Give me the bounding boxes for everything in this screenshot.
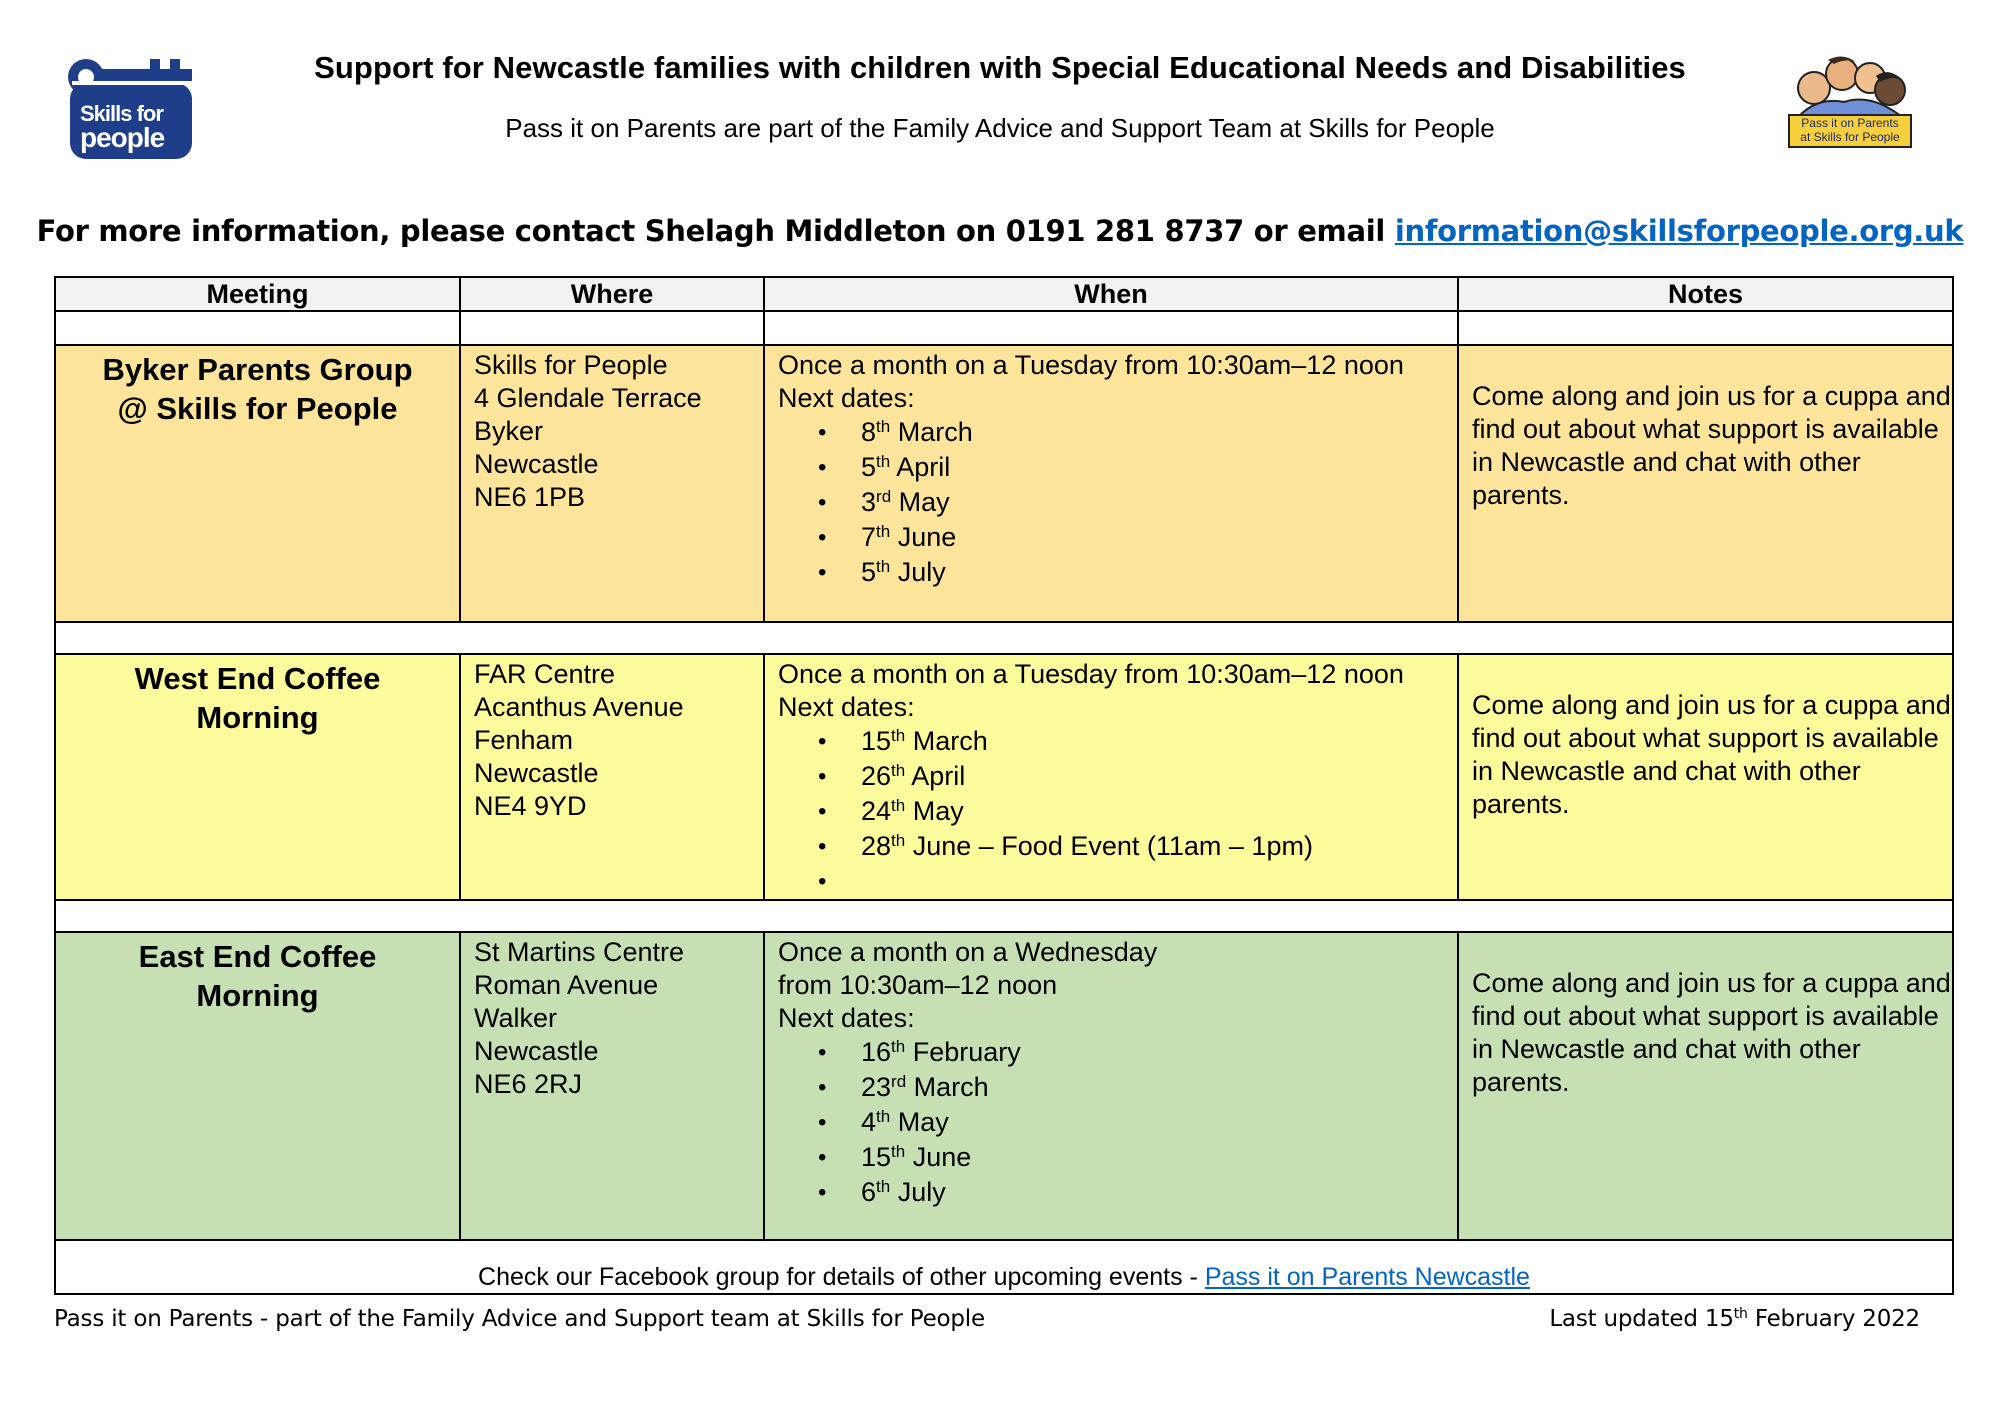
where-cell	[460, 654, 764, 900]
date-item: • 4th May	[778, 1105, 1457, 1140]
address-line: NE4 9YD	[474, 791, 587, 821]
address-line: FAR Centre	[474, 659, 616, 689]
pass-it-on-parents-logo	[1784, 52, 1918, 158]
address-line: Fenham	[474, 725, 574, 755]
where-cell	[460, 932, 764, 1240]
notes-cell	[1458, 654, 1953, 900]
address-line: 4 Glendale Terrace	[474, 383, 702, 413]
address-line: Skills for People	[474, 350, 668, 380]
date-item: • 28th June – Food Event (11am – 1pm)	[778, 829, 1457, 864]
page-title: Support for Newcastle families with children with Special Educational Needs and Disabilities	[314, 50, 1686, 85]
date-item: • 15th March	[778, 724, 1457, 759]
facebook-group-link[interactable]: Pass it on Parents Newcastle	[1204, 1263, 1530, 1291]
logo-left-line1: Skills for	[80, 101, 163, 126]
when-cell	[764, 345, 1458, 622]
meeting-name-line: Byker Parents Group	[102, 352, 413, 387]
when-cell	[764, 654, 1458, 900]
logo-right-line1: Pass it on Parents	[1801, 116, 1899, 130]
date-item: • 3rd May	[778, 485, 1457, 520]
facebook-cell	[55, 1240, 1953, 1294]
where-cell	[460, 345, 764, 622]
schedule-text: Once a month on a Tuesday from 10:30am–12 noon	[778, 659, 1404, 689]
address-line: St Martins Centre	[474, 937, 685, 967]
schedule-text: Once a month on a Wednesday	[778, 937, 1158, 967]
facebook-row	[55, 1240, 1953, 1294]
header-notes: Notes	[1458, 277, 1953, 311]
header-where: Where	[460, 277, 764, 311]
address-line: Acanthus Avenue	[474, 692, 684, 722]
meeting-cell	[55, 654, 460, 900]
logo-right-badge	[1788, 114, 1912, 148]
footer-left-text: Pass it on Parents - part of the Family Advice and Support team at Skills for People	[54, 1306, 985, 1332]
spacer-row	[55, 900, 1953, 932]
dates-list	[778, 1035, 1457, 1210]
parents-faces-icon	[1784, 52, 1918, 122]
date-item: • 24th May	[778, 794, 1457, 829]
meeting-name-line: Morning	[196, 700, 319, 735]
next-dates-label: Next dates:	[778, 692, 915, 722]
meeting-name-line: @ Skills for People	[117, 391, 398, 426]
meeting-name-line: Morning	[196, 978, 319, 1013]
dates-list	[778, 415, 1457, 590]
skills-for-people-logo	[66, 57, 196, 161]
notes-text: Come along and join us for a cuppa and find out about what support is available in Newcastle and chat with other parents.	[1472, 690, 1951, 819]
notes-cell	[1458, 932, 1953, 1240]
page-subtitle: Pass it on Parents are part of the Family Advice and Support Team at Skills for People	[505, 113, 1495, 143]
contact-line	[0, 214, 2000, 248]
table-row-west-end	[55, 654, 1953, 900]
facebook-text: Check our Facebook group for details of other upcoming events -	[478, 1263, 1205, 1291]
header-when: When	[764, 277, 1458, 311]
meeting-cell	[55, 345, 460, 622]
footer-last-updated: Last updated 15th February 2022	[1549, 1306, 1920, 1332]
blank-row	[55, 311, 1953, 345]
when-cell	[764, 932, 1458, 1240]
table-row-byker	[55, 345, 1953, 622]
next-dates-label: Next dates:	[778, 383, 915, 413]
address-line: NE6 2RJ	[474, 1069, 583, 1099]
schedule-text: Once a month on a Tuesday from 10:30am–12 noon	[778, 350, 1404, 380]
meeting-name-line: East End Coffee	[138, 939, 377, 974]
date-item: • 26th April	[778, 759, 1457, 794]
address-line: Newcastle	[474, 758, 599, 788]
date-item: • 5th April	[778, 450, 1457, 485]
date-item: • 5th July	[778, 555, 1457, 590]
date-item: • 7th June	[778, 520, 1457, 555]
address-line: Byker	[474, 416, 544, 446]
key-logo-icon	[66, 57, 196, 161]
meeting-cell	[55, 932, 460, 1240]
schedule-text: from 10:30am–12 noon	[778, 970, 1058, 1000]
table-header-row	[55, 277, 1953, 311]
notes-cell	[1458, 345, 1953, 622]
logo-right-line2: at Skills for People	[1800, 130, 1900, 144]
address-line: Roman Avenue	[474, 970, 659, 1000]
meetings-table	[54, 276, 1954, 1295]
address-line: Newcastle	[474, 449, 599, 479]
meeting-name-line: West End Coffee	[134, 661, 381, 696]
date-item-empty	[778, 864, 1457, 899]
spacer-row	[55, 622, 1953, 654]
notes-text: Come along and join us for a cuppa and find out about what support is available in Newcastle and chat with other parents.	[1472, 381, 1951, 510]
header-meeting: Meeting	[55, 277, 460, 311]
address-line: Walker	[474, 1003, 558, 1033]
logo-left-line2: people	[80, 122, 165, 153]
next-dates-label: Next dates:	[778, 1003, 915, 1033]
date-item: • 16th February	[778, 1035, 1457, 1070]
notes-text: Come along and join us for a cuppa and find out about what support is available in Newcastle and chat with other parents.	[1472, 968, 1951, 1097]
dates-list	[778, 724, 1457, 899]
date-item: • 6th July	[778, 1175, 1457, 1210]
contact-text: For more information, please contact Shelagh Middleton on 0191 281 8737 or email	[36, 214, 1395, 248]
address-line: NE6 1PB	[474, 482, 586, 512]
contact-email-link[interactable]: information@skillsforpeople.org.uk	[1394, 214, 1964, 248]
address-line: Newcastle	[474, 1036, 599, 1066]
date-item: • 23rd March	[778, 1070, 1457, 1105]
date-item: • 15th June	[778, 1140, 1457, 1175]
date-item: • 8th March	[778, 415, 1457, 450]
table-row-east-end	[55, 932, 1953, 1240]
